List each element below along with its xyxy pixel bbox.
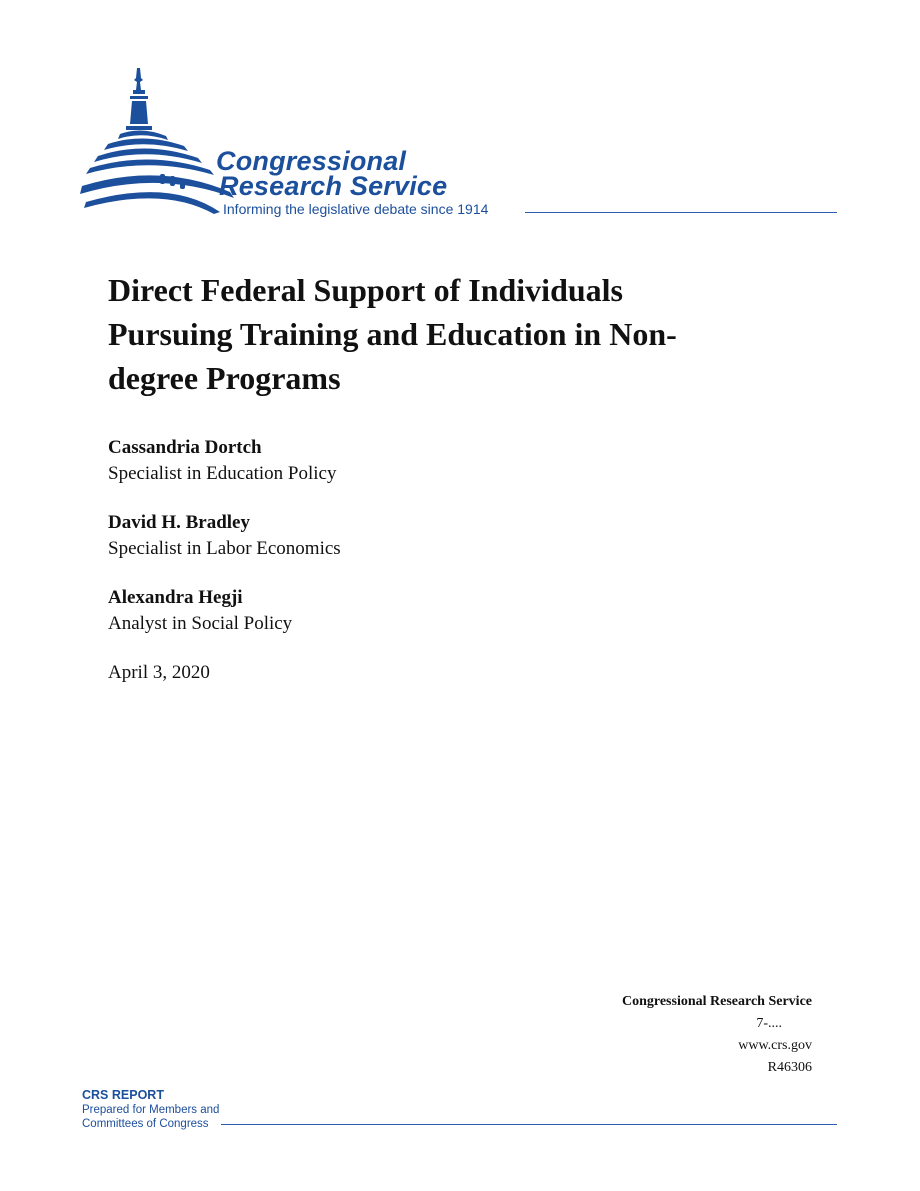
footer-label: CRS REPORT (82, 1088, 164, 1102)
report-date: April 3, 2020 (108, 662, 210, 683)
author-name: Cassandria Dortch (108, 437, 262, 458)
author-block (108, 587, 292, 635)
report-number: R46306 (767, 1060, 812, 1075)
publisher-name: Congressional Research Service (621, 994, 812, 1009)
title-line: Pursuing Training and Education in Non- (108, 316, 677, 352)
header-rule (525, 212, 837, 213)
footer-line: Prepared for Members and (82, 1104, 220, 1116)
author-name: Alexandra Hegji (108, 587, 243, 608)
footer-rule (221, 1124, 837, 1125)
footer-line: Committees of Congress (82, 1118, 209, 1130)
author-role: Analyst in Social Policy (108, 613, 293, 634)
logo-wordmark-line1: Congressional (216, 146, 407, 176)
author-role: Specialist in Education Policy (108, 463, 337, 484)
author-block (108, 437, 337, 485)
author-block (108, 512, 341, 560)
author-role: Specialist in Labor Economics (108, 538, 341, 559)
logo-wordmark-line2: Research Service (219, 171, 448, 201)
report-title (108, 268, 808, 400)
title-line: degree Programs (108, 360, 341, 396)
report-code: 7-.... (756, 1016, 782, 1031)
logo-tagline: Informing the legislative debate since 1914 (223, 201, 489, 217)
publisher-url: www.crs.gov (738, 1038, 812, 1053)
title-line: Direct Federal Support of Individuals (108, 272, 623, 308)
publisher-info (622, 991, 812, 1079)
footer (82, 1088, 219, 1131)
author-name: David H. Bradley (108, 512, 250, 533)
